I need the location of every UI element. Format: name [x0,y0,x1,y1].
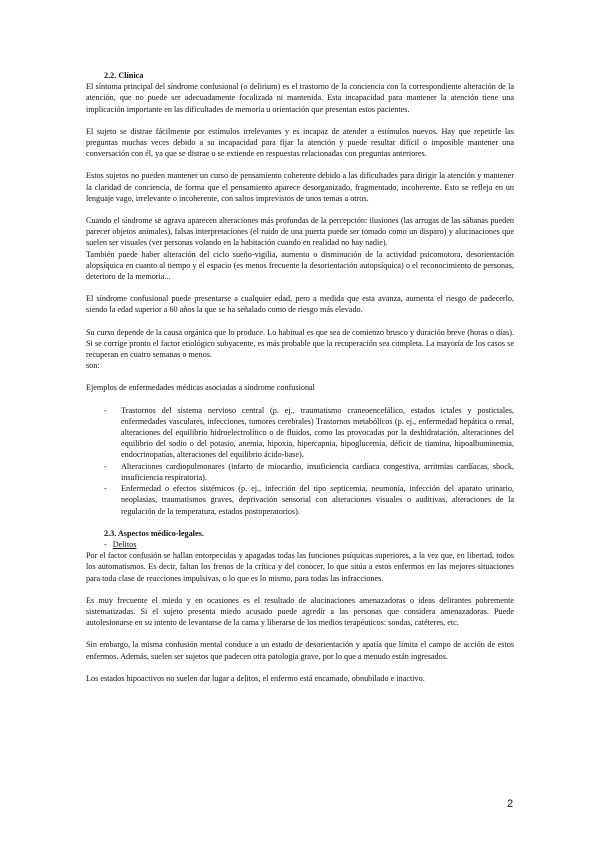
examples-list [86,405,514,517]
document-page [86,70,514,684]
subsection-dash: - [104,539,107,549]
paragraph: El síndrome confusional puede presentarse a cualquier edad, pero a medida que esta avanza, aumenta el riesgo de padecerlo, siendo la edad superior a 60 años la que se ha señalado como de riesgo más elevado. [86,294,514,315]
paragraph: También puede haber alteración del ciclo sueño-vigilia, aumento o disminución de la actividad psicomotora, desorientación alopsíquica en cuanto al tiempo y el espacio (es menos frecuente la desorientación autopsíquica) o el reconocimiento de personas, deterioro de la memoria... [86,249,514,282]
paragraph: Cuando el síndrome se agrava aparecen alteraciones más profundas de la percepción: ilusiones (las arrugas de las sábanas pueden parecer objetos animales), falsas interpretaciones (el ruido de una puerta puede ser tomado como un disparo) y alucinaciones que suelen ser visuales (ver personas volando en la habitación cuando en realidad no hay nadie). [86,216,514,248]
paragraph: son: [86,361,100,371]
subsection-label: Delitos [112,539,137,549]
section-title-legal: 2.3. Aspectos médico-legales. [104,528,204,538]
paragraph: Su curso depende de la causa orgánica que lo produce. Lo habitual es que sea de comienzo brusco y duración breve (horas o días). Si se corrige pronto el factor etiológico subyacente, es más probable que la recuperación sea completa. La mayoría de los casos se recuperan en cuatro semanas o menos. [86,327,514,360]
paragraph: El sujeto se distrae fácilmente por estímulos irrelevantes y es incapaz de atender a estímulos nuevos. Hay que repetirle las preguntas muchas veces debido a su incapacidad para fijar la atención y puede resultar difícil o imposible mantener una conversación con él, ya que se distrae o se extiende en respuestas relacionadas con preguntas anteriores. [86,126,514,159]
paragraph: Sin embargo, la misma confusión mental conduce a un estado de desorientación y apatía que limita el campo de acción de estos enfermos. Además, suelen ser sujetos que padecen otra patología grave, por lo que a menudo están ingresados. [86,640,514,661]
section-title-clinica: 2.2. Clínica [104,71,144,80]
list-item: - Trastornos del sistema nervioso central (p. ej., traumatismo craneoencefálico, estados ictales y postictales, enfermedades vasculares, infecciones, tumores cerebrales) Trastornos metabólicos (p. ej., enfermedad hepática o renal, alteraciones del equilibrio hidroelectrolítico o de fluidos, como las provocadas por la deshidratación, alteraciones del equilibrio del sodio o del potasio, anemia, hipoxia, hipercapnia, hipoglucemia, déficit de tiamina, hipoalbuminemia, endocrinopatías, alteraciones del equilibrio ácido-base). [104,405,514,460]
paragraph: El síntoma principal del síndrome confusional (o delirium) es el trastorno de la conciencia con la correspondiente alteración de la atención, que no puede ser adecuadamente focalizada ni mantenida. Esta incapacidad para mantener la atención tiene una implicación importante en las dificultades de memoria u orientación que presentan estos pacientes. [86,82,514,114]
paragraph: Por el factor confusión se hallan entorpecidas y apagadas todas las funciones psíquicas superiores, a la vez que, en libertad, todos los automatismos. Es decir, faltan los frenos de la crítica y del conocer, lo que sitúa a estos enfermos en las mejores situaciones para toda clase de reacciones impulsivas, o lo que es lo mismo, para todas las infracciones. [86,551,514,583]
paragraph: Los estados hipoactivos no suelen dar lugar a delitos, el enfermo está encamado, obnubilado e inactivo. [86,673,425,683]
subsection-delitos [104,539,514,550]
paragraph: Es muy frecuente el miedo y en ocasiones es el resultado de alucinaciones amenazadoras o ideas delirantes pobremente sistematizadas. Si el sujeto presenta miedo acusado puede agredir a las personas que considera amenazadoras. Puede autolesionarse en su intento de levantarse de la cama y liberarse de los medios terapéuticos: sondas, catéteres, etc. [86,595,514,628]
examples-heading: Ejemplos de enfermedades médicas asociadas a síndrome confusional [86,383,315,393]
list-item: - Enfermedad o efectos sistémicos (p. ej., infección del tipo septicemia, neumonía, infección del aparato urinario, neoplasias, traumatismos graves, deprivación sensorial con alteraciones visuales o auditivas, alteraciones de la regulación de la temperatura, estados postoperatorios). [104,484,514,516]
list-item: - Alteraciones cardiopulmonares (infarto de miocardio, insuficiencia cardíaca congestiva, arritmias cardíacas, shock, insuficiencia respiratoria). [104,461,514,482]
page-number: 2 [507,798,514,810]
paragraph: Estos sujetos no pueden mantener un curso de pensamiento coherente debido a las dificultades para dirigir la atención y mantener la claridad de conciencia, de forma que el pensamiento aparece desorganizado, fragmentado, incoherente. Esto se refleja en un lenguaje vago, irrelevante o incoherente, con saltos imprevistos de unos temas a otros. [86,171,514,203]
